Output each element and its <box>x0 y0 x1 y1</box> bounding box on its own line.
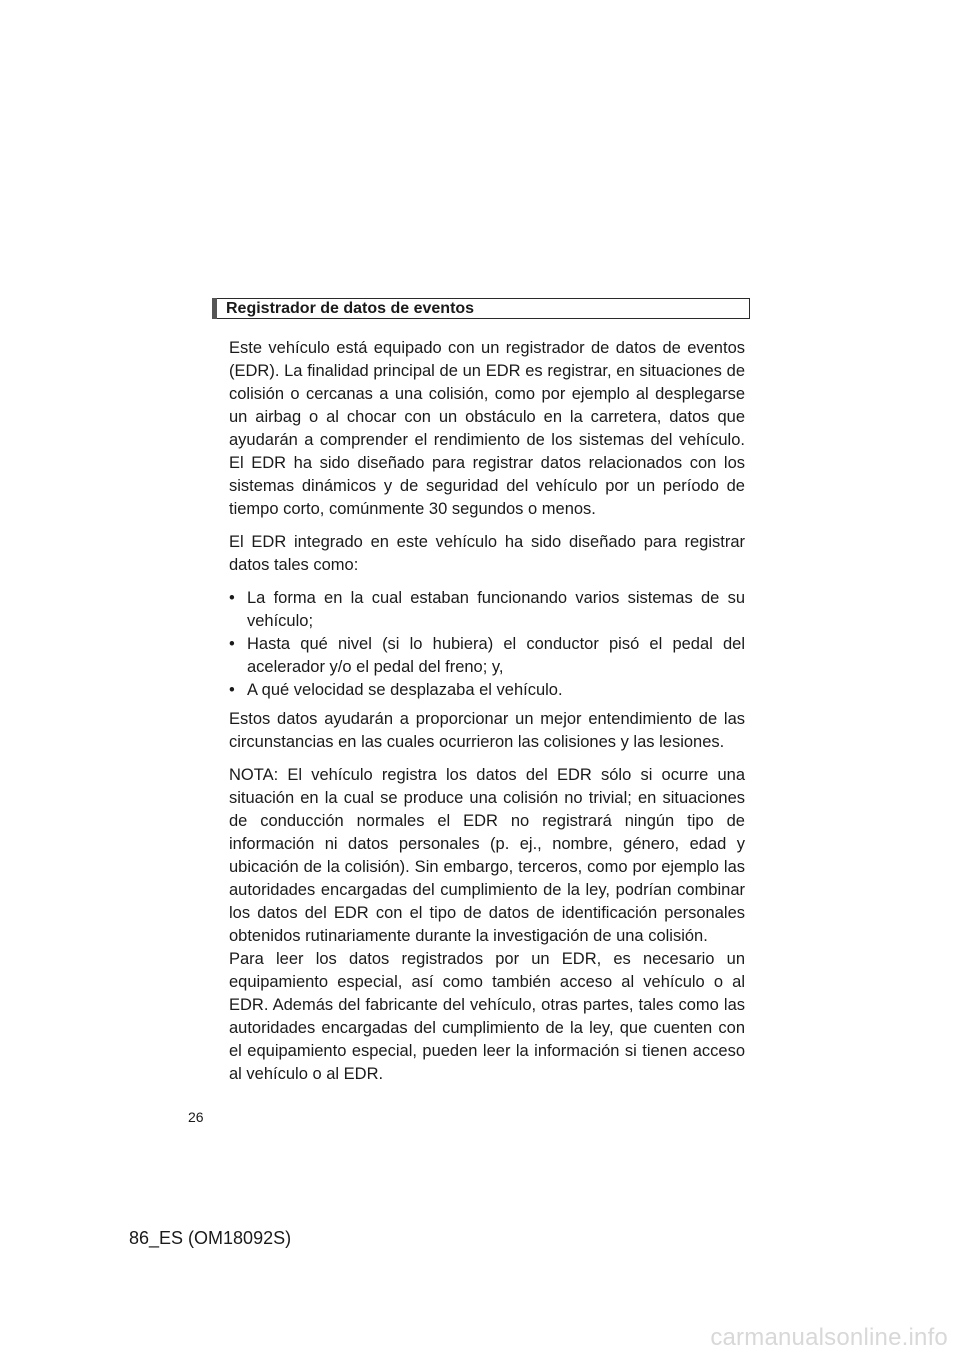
bullet-icon: • <box>229 589 235 607</box>
bullet-icon: • <box>229 681 235 699</box>
document-code: 86_ES (OM18092S) <box>129 1228 292 1248</box>
paragraph-understanding: Estos datos ayudarán a proporcionar un mejor entendimiento de las circunstancias en las cuales ocurrieron las colisiones y las lesiones. <box>229 710 745 751</box>
section-title: Registrador de datos de eventos <box>226 300 475 317</box>
bullet-icon: • <box>229 635 235 653</box>
list-item <box>229 679 745 702</box>
list-item-text: La forma en la cual estaban funcionando varios sistemas de su vehículo; <box>247 589 745 630</box>
paragraph-intro: Este vehículo está equipado con un registrador de datos de eventos (EDR). La finalidad principal de un EDR es registrar, en situaciones de colisión o cercanas a una colisión, como por ejemplo al desplegarse un airbag o al chocar con un obstáculo en la carretera, datos que ayudarán a comprender el rendimiento de los sistemas del vehículo. El EDR ha sido diseñado para registrar datos relacionados con los sistemas dinámicos y de seguridad del vehículo por un período de tiempo corto, comúnmente 30 segundos o menos. <box>229 339 745 518</box>
data-list <box>229 587 745 702</box>
list-item-text: A qué velocidad se desplazaba el vehículo. <box>247 681 563 699</box>
section-header-accent-bar <box>212 298 217 319</box>
paragraph-edr-data: El EDR integrado en este vehículo ha sido diseñado para registrar datos tales como: <box>229 533 745 574</box>
body-text <box>229 337 745 1096</box>
page-number: 26 <box>188 1109 204 1125</box>
list-item-text: Hasta qué nivel (si lo hubiera) el conductor pisó el pedal del acelerador y/o el pedal del freno; y, <box>247 635 745 676</box>
section-header <box>212 298 750 319</box>
list-item <box>229 587 745 633</box>
list-item <box>229 633 745 679</box>
watermark: carmanualsonline.info <box>710 1324 948 1351</box>
paragraph-note: NOTA: El vehículo registra los datos del EDR sólo si ocurre una situación en la cual se produce una colisión no trivial; en situaciones de conducción normales el EDR no registrará ningún tipo de información ni datos personales (p. ej., nombre, género, edad y ubicación de la colisión). Sin embargo, terceros, como por ejemplo las autoridades encargadas del cumplimiento de la ley, podrían combinar los datos del EDR con el tipo de datos de identificación personales obtenidos rutinariamente durante la investigación de una colisión. <box>229 766 745 945</box>
paragraph-reading: Para leer los datos registrados por un EDR, es necesario un equipamiento especial, así como también acceso al vehículo o al EDR. Además del fabricante del vehículo, otras partes, tales como las autoridades encargadas del cumplimiento de la ley, que cuenten con el equipamiento especial, pueden leer la información si tienen acceso al vehículo o al EDR. <box>229 950 745 1083</box>
